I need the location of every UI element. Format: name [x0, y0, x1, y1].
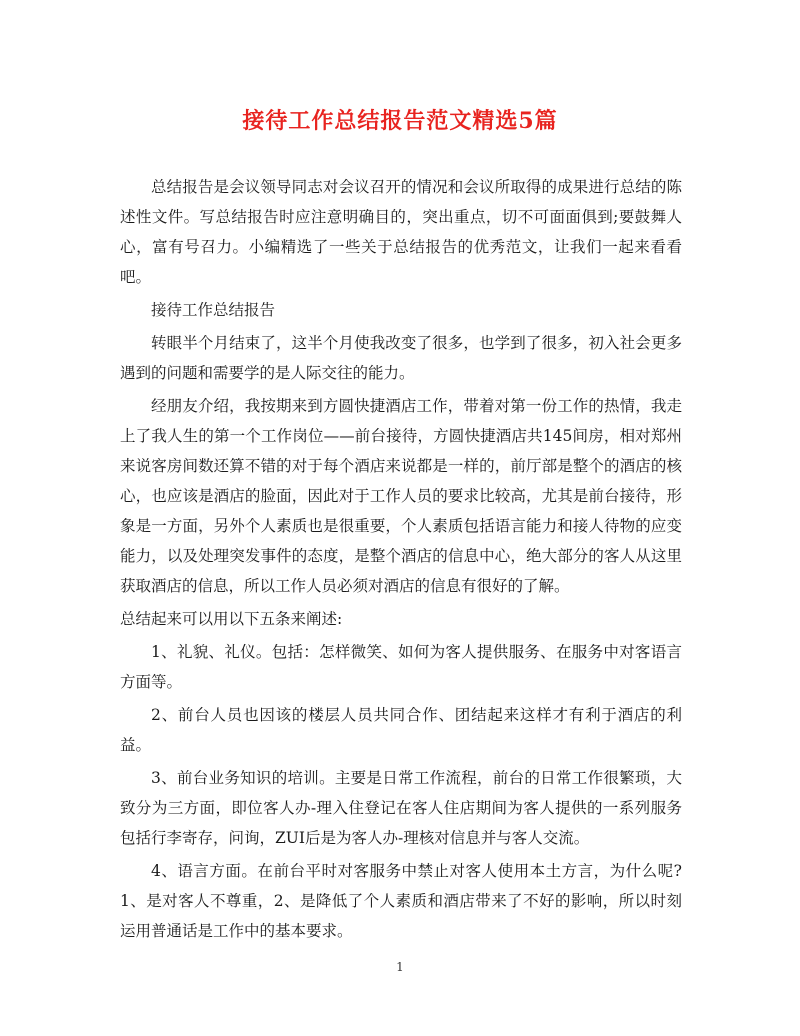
section-heading: 接待工作总结报告 — [151, 301, 276, 319]
list-item: 2、前台人员也因该的楼层人员共同合作、团结起来这样才有利于酒店的利益。 — [120, 706, 682, 754]
page-number: 1 — [396, 960, 404, 974]
document-title: 接待工作总结报告范文精选5篇 — [242, 108, 558, 134]
document-body — [120, 172, 682, 949]
summary-lead: 总结起来可以用以下五条来阐述: — [120, 610, 343, 628]
body-paragraph: 经朋友介绍，我按期来到方圆快捷酒店工作，带着对第一份工作的热情，我走上了我人生的第一个工作岗位——前台接待，方圆快捷酒店共145间房，相对郑州来说客房间数还算不错的对于每个酒店来说都是一样的，前厅部是整个的酒店的核心，也应该是酒店的脸面，因此对于工作人员的要求比较高，尤其是前台接待，形象是一方面，另外个人素质也是很重要，个人素质包括语言能力和接人待物的应变能力，以及处理突发事件的态度，是整个酒店的信息中心，绝大部分的客人从这里获取酒店的信息，所以工作人员必须对酒店的信息有很好的了解。 — [120, 397, 682, 595]
list-item: 4、语言方面。在前台平时对客服务中禁止对客人使用本土方言，为什么呢?1、是对客人不尊重，2、是降低了个人素质和酒店带来了不好的影响，所以时刻运用普通话是工作中的基本要求。 — [120, 862, 682, 940]
list-item: 1、礼貌、礼仪。包括：怎样微笑、如何为客人提供服务、在服务中对客语言方面等。 — [120, 643, 682, 691]
list-item: 3、前台业务知识的培训。主要是日常工作流程，前台的日常工作很繁琐，大致分为三方面，即位客人办-理入住登记在客人住店期间为客人提供的一系列服务包括行李寄存，问询，ZUI后是为客人办-理核对信息并与客人交流。 — [120, 769, 682, 847]
intro-paragraph: 总结报告是会议领导同志对会议召开的情况和会议所取得的成果进行总结的陈述性文件。写总结报告时应注意明确目的，突出重点，切不可面面俱到;要鼓舞人心，富有号召力。小编精选了一些关于总结报告的优秀范文，让我们一起来看看吧。 — [120, 178, 682, 286]
body-paragraph: 转眼半个月结束了，这半个月使我改变了很多，也学到了很多，初入社会更多遇到的问题和需要学的是人际交往的能力。 — [120, 334, 682, 382]
